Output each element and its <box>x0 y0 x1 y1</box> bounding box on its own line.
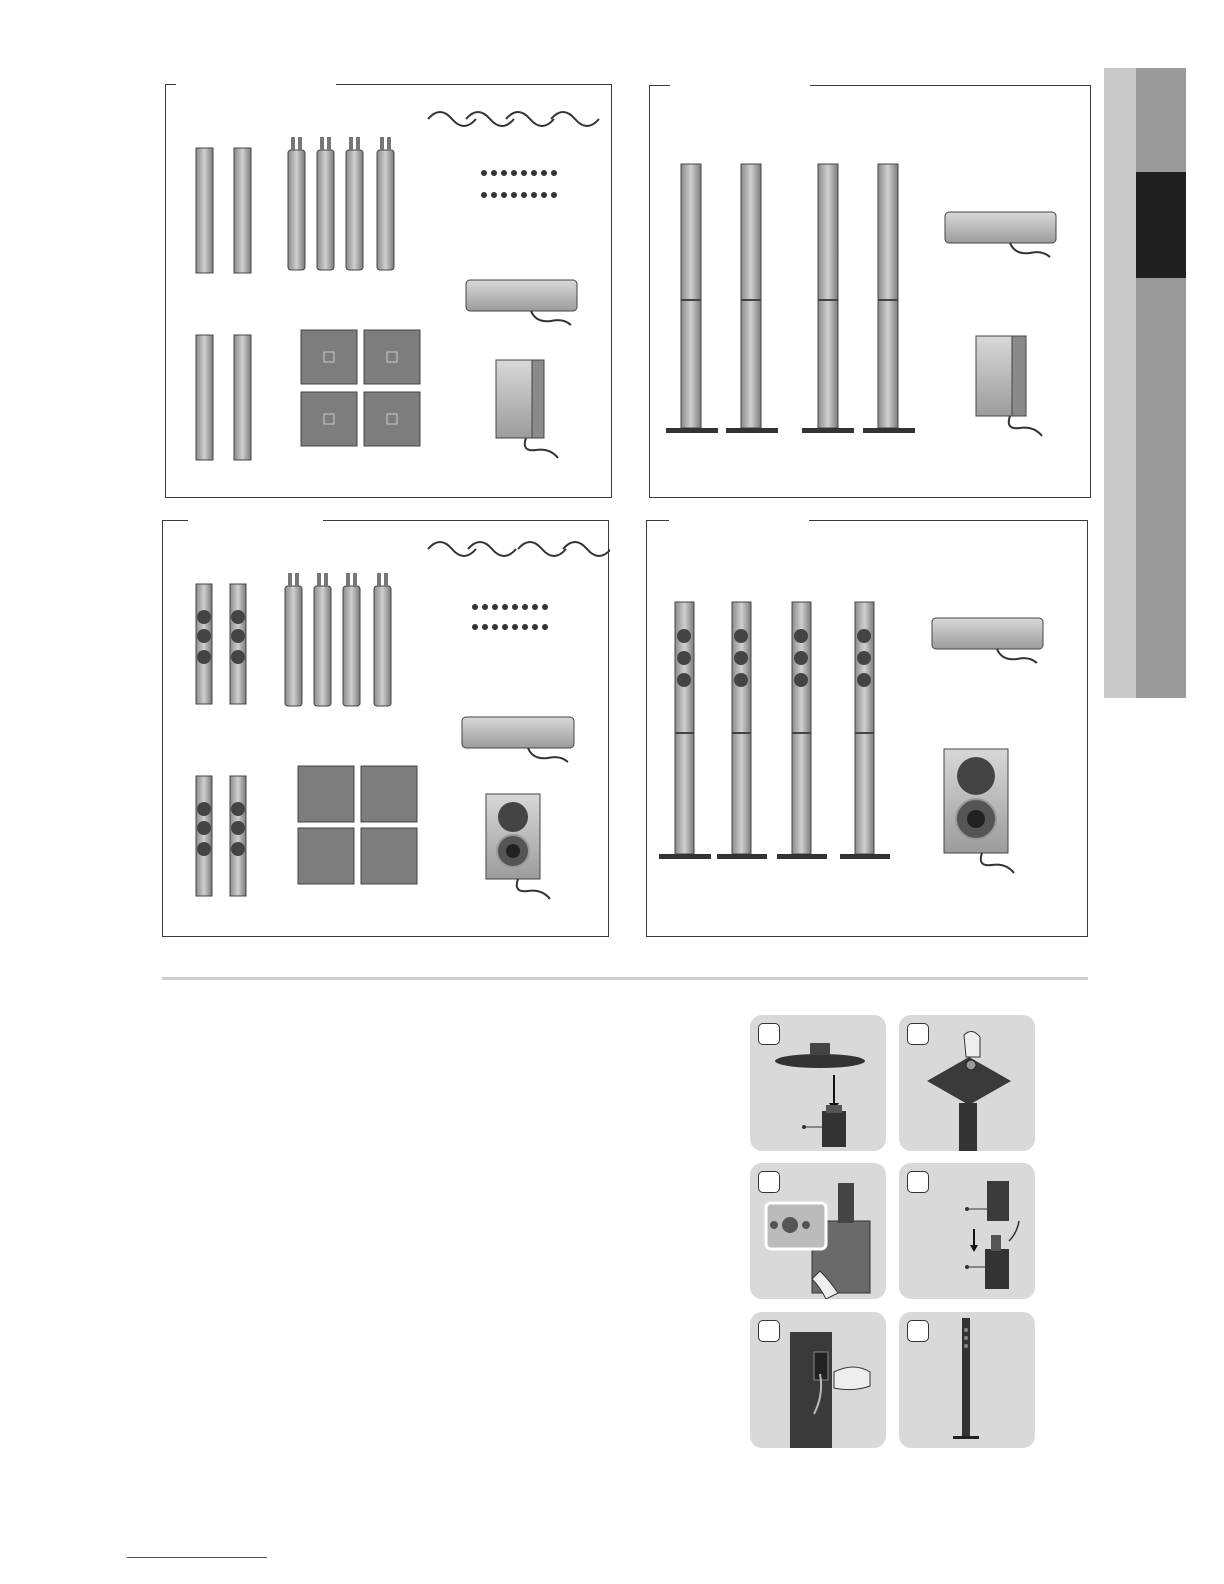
floor-speaker-3 <box>777 602 827 859</box>
floor-speaker-2 <box>726 164 778 433</box>
stand-base-set <box>301 330 420 446</box>
screw-set <box>481 170 557 198</box>
step-number <box>907 1171 929 1193</box>
pole-set <box>288 137 394 270</box>
cable-set <box>428 112 599 126</box>
kit-a-illustration <box>166 85 613 499</box>
slim-speaker-pair-top <box>196 148 251 273</box>
step-5 <box>750 1312 886 1448</box>
step-number <box>758 1171 780 1193</box>
assembled-b-illustration <box>647 521 1089 938</box>
stand-base-set <box>298 766 417 884</box>
subwoofer <box>496 360 558 458</box>
floor-speaker-1 <box>666 164 718 433</box>
step-number <box>758 1023 780 1045</box>
floor-speaker-3 <box>802 164 854 433</box>
floor-speaker-2 <box>717 602 767 859</box>
step-4 <box>899 1163 1035 1299</box>
subwoofer <box>976 336 1042 436</box>
center-speaker <box>932 618 1043 663</box>
footer-link-underline <box>127 1557 267 1558</box>
step-number <box>907 1320 929 1342</box>
driver-speaker-pair-top <box>196 584 246 704</box>
panel-assembled-b <box>646 520 1088 937</box>
section-divider <box>162 977 1088 980</box>
floor-speaker-4 <box>840 602 890 859</box>
pole-set <box>285 573 391 706</box>
assembled-a-illustration <box>650 86 1092 499</box>
panel-kit-a <box>165 84 612 498</box>
driver-speaker-pair-bottom <box>196 776 246 896</box>
floor-speaker-4 <box>863 164 915 433</box>
kit-b-illustration <box>163 521 610 938</box>
screw-set <box>472 604 548 630</box>
cable-set <box>428 542 610 556</box>
center-speaker <box>462 717 574 762</box>
step-3 <box>750 1163 886 1299</box>
slim-speaker-pair-bottom <box>196 335 251 460</box>
step-1 <box>750 1015 886 1151</box>
subwoofer <box>486 794 550 899</box>
floor-speaker-1 <box>659 602 711 859</box>
panel-kit-b <box>162 520 609 937</box>
step-number <box>907 1023 929 1045</box>
step-2 <box>899 1015 1035 1151</box>
center-speaker <box>945 212 1056 257</box>
subwoofer <box>944 749 1014 873</box>
center-speaker <box>466 280 577 325</box>
chapter-tab-active <box>1136 172 1186 278</box>
step-number <box>758 1320 780 1342</box>
chapter-tab-strip <box>1136 68 1186 698</box>
step-6 <box>899 1312 1035 1448</box>
panel-assembled-a <box>649 85 1091 498</box>
